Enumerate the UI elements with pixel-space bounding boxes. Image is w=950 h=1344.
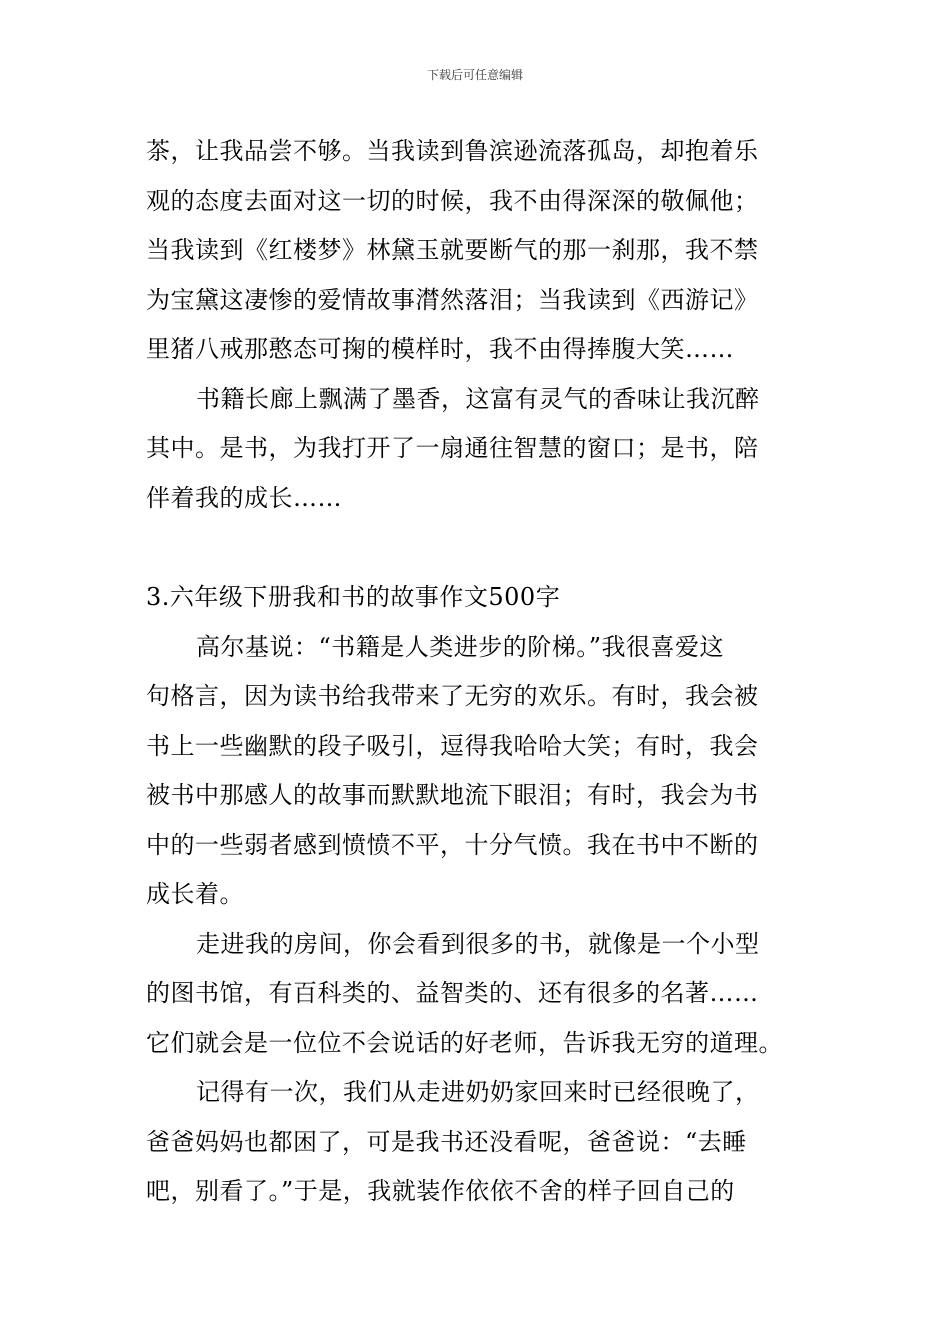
text-line: 中的一些弱者感到愤愤不平，十分气愤。我在书中不断的 (146, 830, 759, 859)
section-heading: 3.六年级下册我和书的故事作文500字 (146, 583, 561, 611)
paragraph (146, 127, 806, 375)
text-line: 记得有一次，我们从走进奶奶家回来时已经很晚了， (196, 1078, 760, 1106)
text-line: 成长着。 (146, 880, 244, 908)
text-line: 为宝黛这凄惨的爱情故事潸然落泪；当我读到《西游记》 (146, 285, 759, 314)
text-line: 走进我的房间，你会看到很多的书，就像是一个小型 (196, 929, 760, 958)
paragraph (146, 920, 806, 1069)
text-line: 观的态度去面对这一切的时候，我不由得深深的敬佩他； (146, 186, 759, 215)
text-line: 书籍长廊上飘满了墨香，这富有灵气的香味让我沉醉 (196, 384, 760, 413)
text-line: 当我读到《红楼梦》林黛玉就要断气的那一刹那，我不禁 (146, 236, 759, 264)
document-body (146, 127, 806, 1217)
text-line: 它们就会是一位位不会说话的好老师，告诉我无穷的道理。 (146, 1028, 783, 1057)
paragraph (146, 623, 806, 920)
paragraph (146, 1068, 806, 1217)
page-header-note: 下载后可任意编辑 (426, 68, 523, 82)
text-line: 爸爸妈妈也都困了，可是我书还没看呢，爸爸说：“去睡 (146, 1127, 747, 1156)
text-line: 书上一些幽默的段子吸引，逗得我哈哈大笑；有时，我会 (146, 731, 759, 760)
text-line: 伴着我的成长…… (146, 483, 342, 512)
text-line: 其中。是书，为我打开了一扇通往智慧的窗口；是书，陪 (146, 434, 759, 462)
paragraph (146, 375, 806, 524)
text-line: 句格言，因为读书给我带来了无穷的欢乐。有时，我会被 (146, 682, 759, 710)
text-line: 吧，别看了。”于是，我就装作依依不舍的样子回自己的 (146, 1177, 735, 1205)
text-line: 被书中那感人的故事而默默地流下眼泪；有时，我会为书 (146, 781, 759, 809)
text-line: 高尔基说：“书籍是人类进步的阶梯。”我很喜爱这 (196, 632, 725, 661)
text-line: 的图书馆，有百科类的、益智类的、还有很多的名著…… (146, 979, 759, 1007)
text-line: 茶，让我品尝不够。当我读到鲁滨逊流落孤岛，却抱着乐 (146, 137, 759, 165)
section-gap (146, 523, 806, 573)
text-line: 里猪八戒那憨态可掬的模样时，我不由得捧腹大笑…… (146, 335, 734, 363)
